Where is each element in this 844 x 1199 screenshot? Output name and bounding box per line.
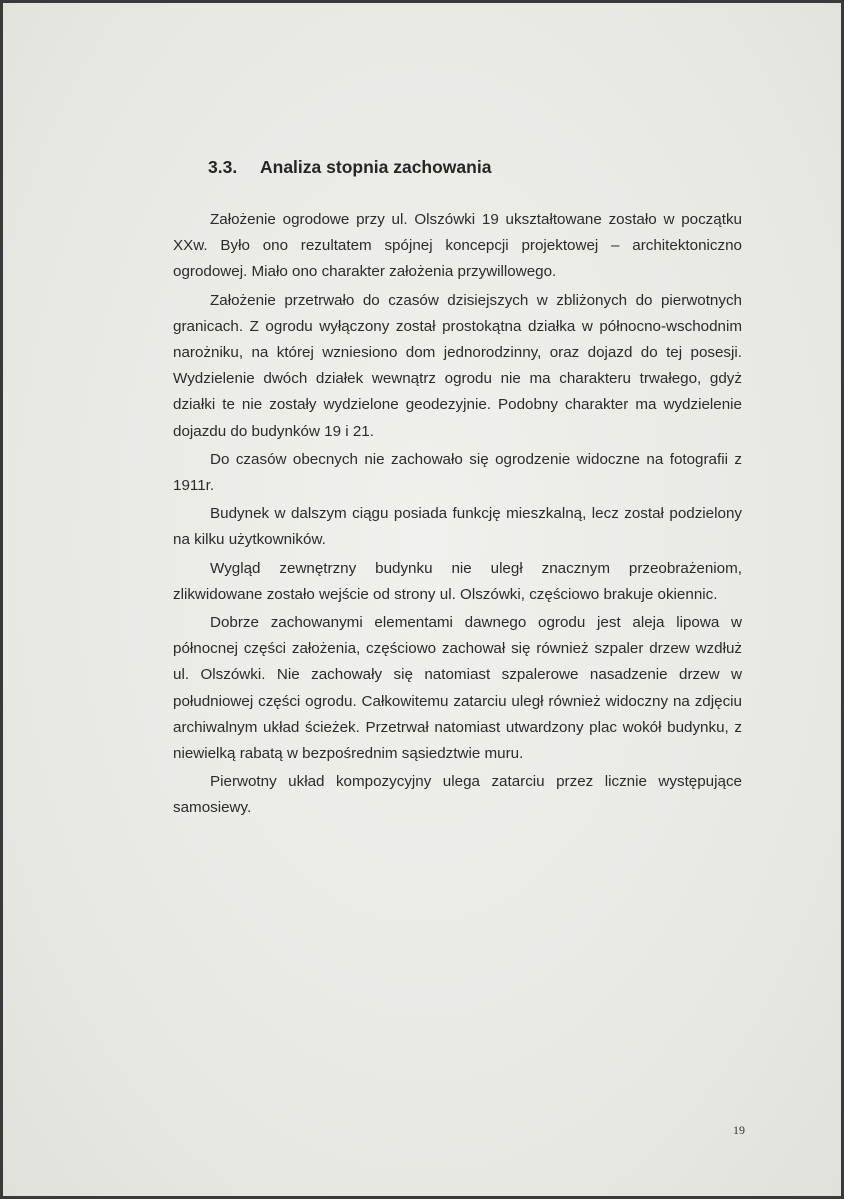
paragraph-4: Budynek w dalszym ciągu posiada funkcję mieszkalną, lecz został podzielony na kilku użytkowników.: [173, 505, 742, 549]
paragraph-2: Założenie przetrwało do czasów dzisiejszych w zbliżonych do pierwotnych granicach. Z ogrodu wyłączony został prostokątna działka w północno-wschodnim narożniku, na której wzniesiono dom jednorodzinny, oraz dojazd do tej posesji. Wydzielenie dwóch działek wewnątrz ogrodu nie ma charakteru trwałego, gdyż działki te nie zostały wydzielone geodezyjnie. Podobny charakter ma wydzielenie dojazdu do budynków 19 i 21.: [173, 291, 742, 440]
section-number: 3.3.: [208, 157, 238, 177]
paragraph-6: Dobrze zachowanymi elementami dawnego ogrodu jest aleja lipowa w północnej części założenia, częściowo zachował się również szpaler drzew wzdłuż ul. Olszówki. Nie zachowały się natomiast szpalerowe nasadzenie drzew w południowej części ogrodu. Całkowitemu zatarciu uległ również widoczny na zdjęciu archiwalnym układ ścieżek. Przetrwał natomiast utwardzony plac wokół budynku, z niewielką rabatą w bezpośrednim sąsiedztwie muru.: [173, 614, 742, 763]
section-title: Analiza stopnia zachowania: [260, 157, 492, 177]
section-heading: [208, 157, 491, 178]
paragraph-7: Pierwotny układ kompozycyjny ulega zatarciu przez licznie występujące samosiewy.: [173, 773, 742, 817]
body-text: [173, 207, 742, 824]
page-number: 19: [733, 1123, 745, 1137]
paragraph-3: Do czasów obecnych nie zachowało się ogrodzenie widoczne na fotografii z 1911r.: [173, 450, 742, 495]
paragraph-1: Założenie ogrodowe przy ul. Olszówki 19 ukształtowane zostało w początku XXw. Było ono rezultatem spójnej koncepcji projektowej – architektoniczno ogrodowej. Miało ono charakter założenia przywillowego.: [173, 211, 742, 281]
paragraph-5: Wygląd zewnętrzny budynku nie uległ znacznym przeobrażeniom, zlikwidowane zostało wejście od strony ul. Olszówki, częściowo brakuje okiennic.: [173, 559, 742, 603]
document-page: [3, 3, 841, 1196]
